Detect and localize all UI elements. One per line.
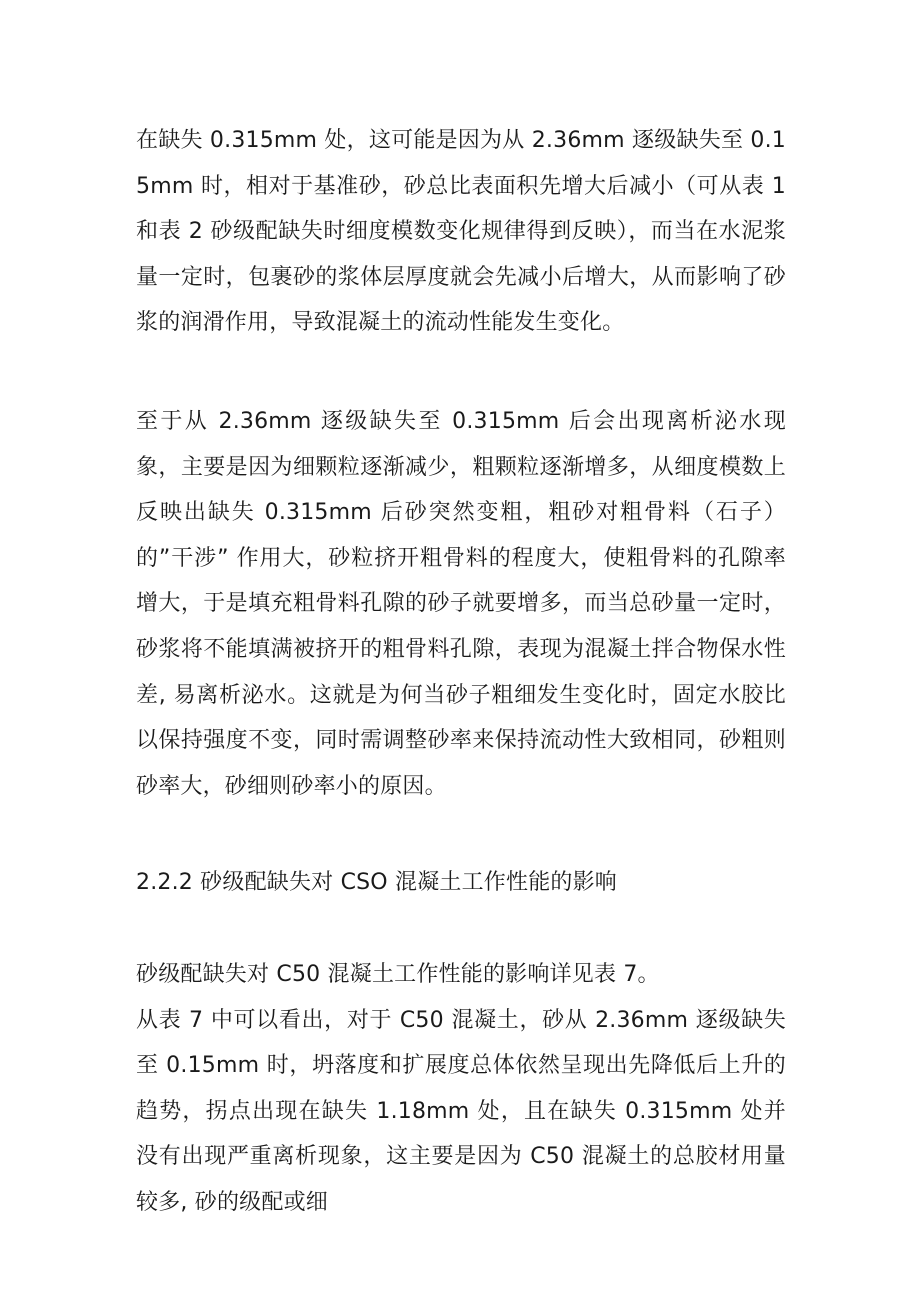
paragraph-segregation: 至于从 2.36mm 逐级缺失至 0.315mm 后会出现离析泌水现象，主要是因为细颗粒逐渐减少，粗颗粒逐渐增多，从细度模数上反映出缺失 0.315mm 后砂突然变粗，粗砂对粗骨料（石子）的”干涉” 作用大，砂粒挤开粗骨料的程度大，使粗骨料的孔隙率增大，于是填充粗骨料孔隙的砂子就要增多，而当总砂量一定时，砂浆将不能填满被挤开的粗骨料孔隙，表现为混凝土拌合物保水性差, 易离析泌水。这就是为何当砂子粗细发生变化时，固定水胶比以保持强度不变，同时需调整砂率来保持流动性大致相同，砂粗则砂率大，砂细则砂率小的原因。 [136,408,786,799]
paragraph-flow-change: 在缺失 0.315mm 处，这可能是因为从 2.36mm 逐级缺失至 0.15mm 时，相对于基准砂，砂总比表面积先增大后减小（可从表 1 和表 2 砂级配缺失时细度模数变化规律得到反映），而当在水泥浆量一定时，包裹砂的浆体层厚度就会先减小后增大，从而影响了砂浆的润滑作用，导致混凝土的流动性能发生变化。 [136,128,786,336]
section-heading: 2.2.2 砂级配缺失对 CSO 混凝土工作性能的影响 [136,870,618,896]
document-page [136,118,786,1225]
paragraph-c50-analysis: 从表 7 中可以看出，对于 C50 混凝土，砂从 2.36mm 逐级缺失至 0.15mm 时，坍落度和扩展度总体依然呈现出先降低后上升的趋势，拐点出现在缺失 1.18mm 处，且在缺失 0.315mm 处并没有出现严重离析现象，这主要是因为 C50 混凝土的总胶材用量较多, 砂的级配或细 [136,1007,786,1215]
paragraph-table-ref: 砂级配缺失对 C50 混凝土工作性能的影响详见表 7。 [136,961,660,987]
